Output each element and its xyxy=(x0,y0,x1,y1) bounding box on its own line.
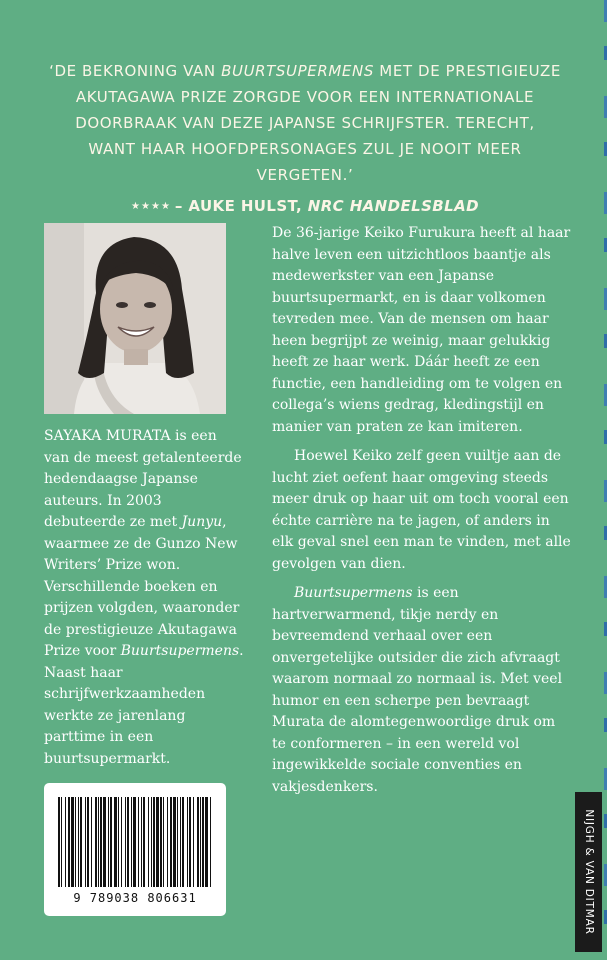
author-bio xyxy=(44,426,244,770)
quote-text: ‘DE BEKRONING VAN xyxy=(49,62,222,80)
barcode-bar xyxy=(133,797,136,887)
barcode-bar xyxy=(95,797,97,887)
barcode-bars xyxy=(56,797,214,889)
barcode-bar xyxy=(68,797,70,887)
blurb-paragraph-1: De 36-jarige Keiko Furukura heeft al haar halve leven een uitzichtloos baantje als medewerkster van een Japanse buurtsupermarkt, en is daar volkomen tevreden mee. Van de mensen om haar heen begrijpt ze weinig, maar gelukkig heeft ze haar werk. Dáár heeft ze een functie, een handleiding om te volgen en collega’s wiens gedrag, kledingstijl en manier van praten ze kan imiteren. xyxy=(272,225,571,435)
quote-line-3: DOORBRAAK VAN DEZE JAPANSE SCHRIJFSTER. TERECHT, xyxy=(75,114,535,132)
barcode-bar xyxy=(100,797,102,887)
blurb-paragraph-2: Hoewel Keiko zelf geen vuiltje aan de lucht ziet oefent haar omgeving steeds meer druk op haar uit om toch vooral een échte carrière na te jagen, of anders in elk geval snel een man te vinden, met alle gevolgen van dien. xyxy=(272,448,571,572)
barcode-bar xyxy=(156,797,159,887)
author-photo xyxy=(44,223,226,414)
bio-text: is een van de meest getalenteerde hedendaagse Japanse auteurs. In 2003 debuteerde ze met xyxy=(44,428,242,530)
attribution-author: – AUKE HULST, xyxy=(174,197,308,215)
barcode-bar xyxy=(85,797,86,887)
barcode-bar xyxy=(143,797,145,887)
barcode-bar xyxy=(125,797,126,887)
barcode-bar xyxy=(118,797,119,887)
quote-line-4: WANT HAAR HOOFDPERSONAGES ZUL JE NOOIT MEER VERGETEN.’ xyxy=(88,140,522,184)
barcode-bar xyxy=(187,797,188,887)
bio-book-title: Junyu xyxy=(181,514,223,530)
barcode-bar xyxy=(71,797,74,887)
barcode-bar xyxy=(98,797,99,887)
barcode-bar xyxy=(202,797,204,887)
quote-line-1 xyxy=(40,58,570,84)
barcode-bar xyxy=(200,797,201,887)
barcode-bar xyxy=(91,797,92,887)
barcode-bar xyxy=(148,797,149,887)
blurb-text: is een hartverwarmend, tikje nerdy en bevreemdend verhaal over een onvergetelijke outsider die zich afvraagt waarom normaal zo normaal is. Met veel humor en een scherpe pen bevraagt Murata de alomtegenwoordige druk om te conformeren – in een wereld vol ingewikkelde sociale conventies en vakjesdenkers. xyxy=(272,585,563,795)
barcode-bar xyxy=(114,797,117,887)
barcode-bar xyxy=(80,797,82,887)
barcode-bar xyxy=(61,797,62,887)
barcode-bar xyxy=(167,797,168,887)
barcode-bar xyxy=(110,797,112,887)
barcode-bar xyxy=(58,797,60,887)
barcode-bar xyxy=(189,797,191,887)
barcode-bar xyxy=(65,797,66,887)
bio-text: . Naast haar schrijfwerkzaamheden werkte ze jarenlang parttime in een buurtsupermarkt. xyxy=(44,643,244,767)
publisher-logo xyxy=(575,792,602,952)
barcode-bar xyxy=(177,797,178,887)
barcode-bar xyxy=(210,797,211,887)
barcode-bar xyxy=(108,797,109,887)
rating-stars: ★★★★ xyxy=(131,200,171,212)
barcode-bar xyxy=(170,797,172,887)
quote-book-title: BUURTSUPERMENS xyxy=(221,62,374,80)
barcode-bar xyxy=(75,797,76,887)
isbn-digits: 9 789038 806631 xyxy=(73,891,197,905)
barcode-bar xyxy=(182,797,184,887)
barcode-bar xyxy=(87,797,89,887)
blurb-book-title: Buurtsupermens xyxy=(294,585,413,601)
barcode-bar xyxy=(173,797,176,887)
author-portrait-illustration xyxy=(44,223,226,414)
barcode-bar xyxy=(160,797,162,887)
barcode-bar xyxy=(121,797,122,887)
author-name: SAYAKA MURATA xyxy=(44,428,171,444)
barcode-bar xyxy=(138,797,139,887)
barcode-bar xyxy=(127,797,129,887)
book-blurb xyxy=(272,223,572,798)
quote-line-2: AKUTAGAWA PRIZE ZORGDE VOOR EEN INTERNATIONALE xyxy=(75,88,535,106)
barcode-bar xyxy=(180,797,181,887)
barcode-bar xyxy=(78,797,79,887)
review-quote xyxy=(40,58,570,220)
barcode-bar xyxy=(197,797,199,887)
barcode xyxy=(44,783,226,916)
barcode-bar xyxy=(131,797,132,887)
barcode-bar xyxy=(205,797,208,887)
barcode-bar xyxy=(103,797,106,887)
publisher-name: NIJGH & VAN DITMAR xyxy=(582,809,595,935)
quote-attribution xyxy=(40,193,570,220)
barcode-bar xyxy=(141,797,142,887)
bio-text: , waarmee ze de Gunzo New Writers’ Prize won. Verschillende boeken en prijzen volgden, waaronder de prestigieuze Akutagawa Prize voor xyxy=(44,514,240,659)
blurb-paragraph-3 xyxy=(272,583,572,798)
barcode-bar xyxy=(193,797,194,887)
barcode-bar xyxy=(163,797,164,887)
barcode-bar xyxy=(153,797,155,887)
barcode-bar xyxy=(151,797,152,887)
attribution-source: NRC HANDELSBLAD xyxy=(307,197,479,215)
bio-book-title: Buurtsupermens xyxy=(120,643,240,659)
quote-text: MET DE PRESTIGIEUZE xyxy=(373,62,561,80)
